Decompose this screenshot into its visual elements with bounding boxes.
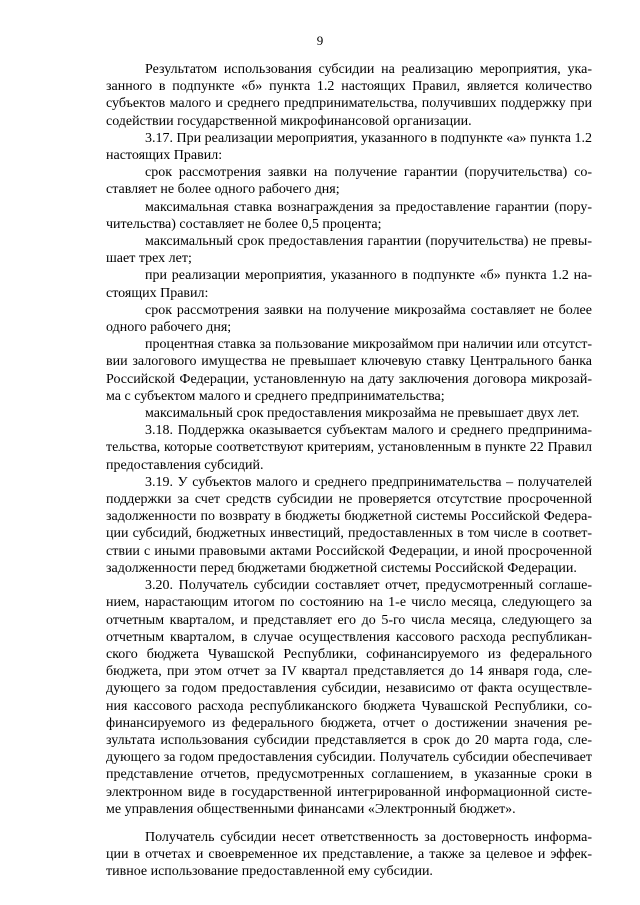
text-line: 3.18. Поддержка оказывается субъектам малого и среднего предпринима-: [145, 423, 592, 439]
text-line: одного рабочего дня;: [106, 320, 232, 336]
text-line: представление отчетов, предусмотренных соглашением, в указанные сроки в: [106, 767, 592, 783]
text-line: субъектов малого и среднего предпринимательства, получивших поддержку при: [106, 96, 592, 112]
text-line: предоставления субсидий.: [106, 457, 264, 473]
text-line: 3.17. При реализации мероприятия, указанного в подпункте «а» пункта 1.2: [145, 130, 592, 146]
text-line: зультата использования субсидии представляется в срок до 20 марта года, сле-: [106, 732, 592, 748]
text-line: электронном виде в государственной интегрированной информационной систе-: [106, 784, 592, 800]
paragraph: [106, 61, 592, 130]
page-number: 9: [316, 33, 324, 48]
paragraph: [106, 422, 592, 474]
document-body: [106, 61, 592, 881]
text-line: тельства, которые соответствуют критериям, установленным в пункте 22 Правил: [106, 440, 592, 456]
text-line: ского бюджета Чувашской Республики, софинансируемого из федерального: [106, 646, 592, 662]
paragraph: [106, 474, 592, 577]
text-line: тивное использование предоставленной ему субсидии.: [106, 864, 433, 880]
text-line: отчетным кварталом, и представляет его до 5-го числа месяца, следующего за: [106, 612, 592, 628]
text-line: ции субсидий, бюджетных инвестиций, предоставленных в том числе в соответ-: [106, 526, 592, 542]
paragraph: [106, 233, 592, 267]
text-line: стоящих Правил:: [106, 285, 209, 301]
text-line: Получатель субсидии несет ответственность за достоверность информа-: [145, 829, 592, 845]
text-line: ме управления общественными финансами «Электронный бюджет».: [106, 801, 516, 817]
text-line: максимальный срок предоставления микрозайма не превышает двух лет.: [145, 406, 580, 422]
text-line: 3.19. У субъектов малого и среднего предпринимательства – получателей: [145, 474, 592, 490]
paragraph: [106, 829, 592, 881]
paragraph: [106, 577, 592, 818]
text-line: чительства) составляет не более 0,5 процента;: [106, 216, 382, 232]
text-line: содействии государственной микрофинансовой организации.: [106, 113, 472, 129]
text-line: ставляет не более одного рабочего дня;: [106, 182, 340, 198]
text-line: финансируемого из федерального бюджета, отчет о достижении значения ре-: [106, 715, 592, 731]
text-line: ствии с иными правовыми актами Российской Федерации, и иной просроченной: [106, 543, 592, 559]
text-line: вии залогового имущества не превышает ключевую ставку Центрального банка: [106, 354, 592, 370]
paragraph: [106, 130, 592, 164]
text-line: занного в подпункте «б» пункта 1.2 настоящих Правил, является количество: [106, 79, 592, 95]
text-line: 3.20. Получатель субсидии составляет отчет, предусмотренный соглаше-: [145, 578, 592, 594]
paragraph: [106, 336, 592, 405]
text-line: Российской Федерации, установленную на дату заключения договора микрозай-: [106, 371, 592, 387]
paragraph: [106, 405, 592, 422]
text-line: поддержки за счет средств субсидии не проверяется отсутствие просроченной: [106, 492, 592, 508]
text-line: шает трех лет;: [106, 251, 192, 267]
text-line: процентная ставка за пользование микрозаймом при наличии или отсутст-: [145, 337, 592, 353]
text-line: при реализации мероприятия, указанного в подпункте «б» пункта 1.2 на-: [145, 268, 592, 284]
text-line: бюджета, при этом отчет за IV квартал представляется до 14 января года, сле-: [106, 664, 592, 680]
text-line: дующего за годом предоставления субсидии. Получатель субсидии обеспечивает: [106, 750, 592, 766]
text-line: задолженности перед бюджетами бюджетной системы Российской Федерации.: [106, 560, 577, 576]
text-line: настоящих Правил:: [106, 148, 223, 164]
text-line: нием, нарастающим итогом по состоянию на 1-е число месяца, следующего за: [106, 595, 592, 611]
paragraph: [106, 267, 592, 301]
text-line: ния кассового расхода республиканского бюджета Чувашской Республики, со-: [106, 698, 592, 714]
paragraph: [106, 302, 592, 336]
text-line: дующего за годом предоставления субсидии, независимо от факта осуществле-: [106, 681, 592, 697]
text-line: максимальный срок предоставления гарантии (поручительства) не превы-: [145, 234, 592, 250]
paragraph: [106, 164, 592, 198]
text-line: ции в отчетах и своевременное их представление, а также за целевое и эффек-: [106, 847, 592, 863]
text-line: срок рассмотрения заявки на получение микрозайма составляет не более: [145, 302, 592, 318]
text-line: Результатом использования субсидии на реализацию мероприятия, ука-: [145, 62, 592, 77]
text-line: отчетным кварталом, в случае осуществления кассового расхода республикан-: [106, 629, 592, 645]
text-line: задолженности по возврату в бюджеты бюджетной системы Российской Федера-: [106, 509, 592, 525]
text-line: ма с субъектом малого и среднего предпринимательства;: [106, 388, 445, 404]
text-line: максимальная ставка вознаграждения за предоставление гарантии (пору-: [145, 199, 592, 215]
text-line: срок рассмотрения заявки на получение гарантии (поручительства) со-: [145, 165, 592, 181]
paragraph: [106, 199, 592, 233]
